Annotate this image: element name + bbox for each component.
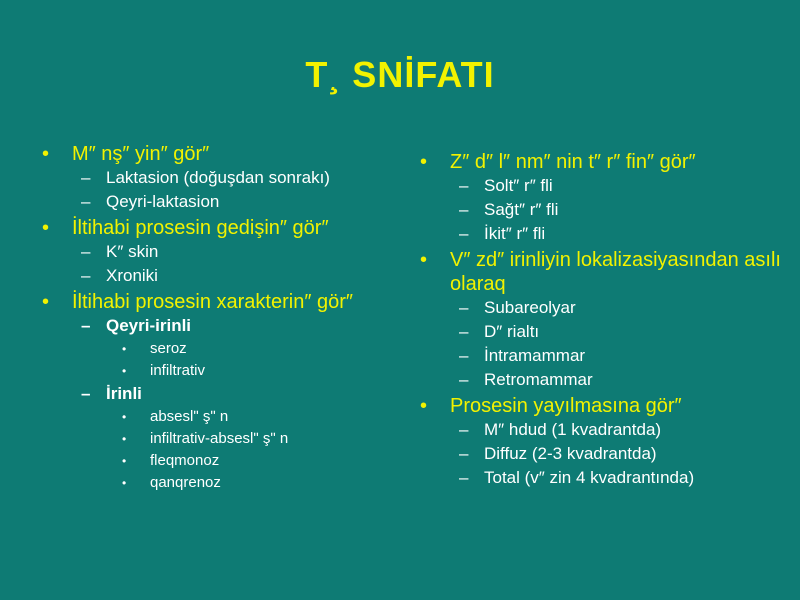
sub-item [40,382,400,406]
dash-icon: – [459,322,469,341]
sub-item-text: Solt″ r″ fli [484,176,553,195]
slide-title: T¸ SNİFATI [305,54,495,95]
bullet-icon: • [42,143,50,165]
list-item [418,248,788,296]
dash-icon: – [81,242,91,261]
sub-sub-item [40,428,400,450]
sub-sub-item-text: seroz [150,340,187,357]
bullet-icon: • [420,249,428,271]
dash-icon: – [81,192,91,211]
sub-item [418,442,788,466]
sub-sub-item [40,338,400,360]
dash-icon: – [459,224,469,243]
sub-item-text: Qeyri-laktasion [106,192,220,211]
sub-item-text: Sağt″ r″ fli [484,200,559,219]
right-column [418,148,788,490]
sub-sub-item [40,406,400,428]
sub-item-text: Xroniki [106,266,158,285]
dash-icon: – [459,176,469,195]
list-item-text: Z″ d″ l″ nm″ nin t″ r″ fin″ gör″ [450,151,696,173]
sub-item [418,296,788,320]
sub-sub-item-text: fleqmonoz [150,452,220,469]
dash-icon: – [459,444,469,463]
list-item [40,216,400,240]
sub-item [40,314,400,338]
dash-icon: – [81,266,91,285]
bullet-icon: • [122,342,127,356]
sub-item [418,368,788,392]
left-list [40,142,400,494]
sub-item-text: Diffuz (2-3 kvadrantda) [484,444,657,463]
sub-sub-item-text: infiltrativ-abseslʺ şʺ n [150,430,289,447]
left-column [40,140,400,494]
bullet-icon: • [42,217,50,239]
list-item-text: M″ nş″ yin″ gör″ [72,143,210,165]
bullet-icon: • [122,364,127,378]
sub-item [40,190,400,214]
sub-item [40,166,400,190]
dash-icon: – [459,420,469,439]
sub-item [418,222,788,246]
list-item-text: Prosesin yayılmasına gör″ [450,395,682,417]
sub-item-text: K″ skin [106,242,159,261]
sub-item-text: Laktasion (doğuşdan sonrakı) [106,168,330,187]
sub-item [418,320,788,344]
sub-item-text: D″ rialtı [484,322,540,341]
dash-icon: – [459,346,469,365]
sub-item-text: İkit″ r″ fli [484,224,546,243]
bullet-icon: • [122,454,127,468]
list-item-text: V″ zd″ irinliyin lokalizasiyasından asılı olaraq [450,249,781,295]
dash-icon: – [459,298,469,317]
right-list [418,150,788,490]
sub-item-text: Qeyri-irinli [106,316,192,335]
sub-item-text: Total (v″ zin 4 kvadrantında) [484,468,695,487]
sub-item-text: Retromammar [484,370,593,389]
list-item [40,142,400,166]
dash-icon: – [81,316,91,335]
sub-item [418,418,788,442]
sub-item [418,174,788,198]
dash-icon: – [459,200,469,219]
sub-sub-item [40,472,400,494]
sub-item [40,264,400,288]
bullet-icon: • [122,410,127,424]
bullet-icon: • [122,476,127,490]
sub-item [418,466,788,490]
dash-icon: – [459,370,469,389]
sub-item-text: M″ hdud (1 kvadrantda) [484,420,662,439]
sub-item [40,240,400,264]
list-item [40,290,400,314]
sub-item [418,344,788,368]
sub-item-text: İntramammar [484,346,586,365]
list-item-text: İltihabi prosesin xarakterin″ gör″ [72,291,353,313]
dash-icon: – [459,468,469,487]
list-item [418,150,788,174]
dash-icon: – [81,168,91,187]
sub-item-text: İrinli [106,384,142,403]
sub-sub-item-text: qanqrenoz [150,474,221,491]
dash-icon: – [81,384,91,403]
bullet-icon: • [420,151,428,173]
sub-sub-item-text: abseslʺ şʺ n [150,408,229,425]
bullet-icon: • [420,395,428,417]
sub-sub-item [40,450,400,472]
sub-item-text: Subareolyar [484,298,576,317]
list-item [418,394,788,418]
sub-sub-item-text: infiltrativ [150,362,206,379]
sub-sub-item [40,360,400,382]
bullet-icon: • [122,432,127,446]
sub-item [418,198,788,222]
bullet-icon: • [42,291,50,313]
list-item-text: İltihabi prosesin gedişin″ gör″ [72,217,329,239]
